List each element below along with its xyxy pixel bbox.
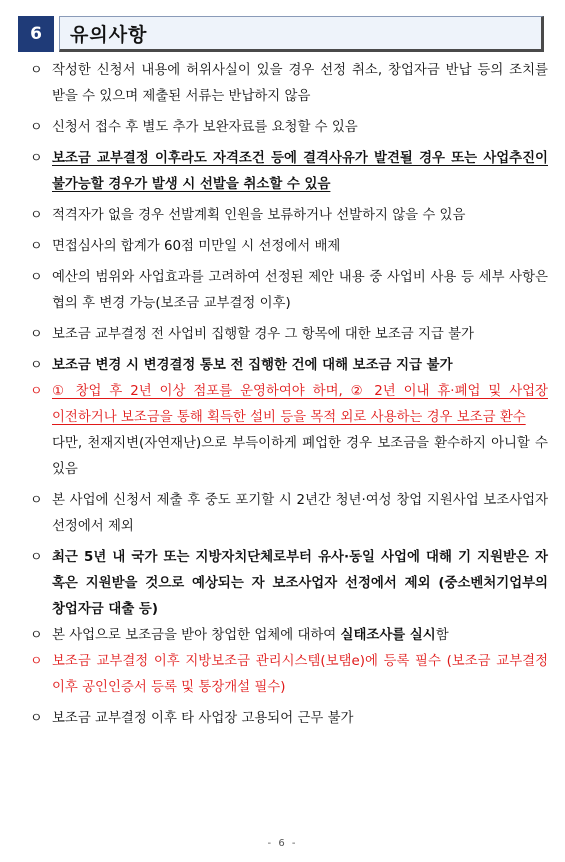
bullet-icon: ㅇ (30, 327, 43, 342)
bullet-icon: ㅇ (30, 654, 43, 669)
list-item (30, 265, 548, 317)
list-item-text: 보조금 교부결정 이후 타 사업장 고용되어 근무 불가 (52, 711, 354, 726)
bullet-icon: ㅇ (30, 239, 43, 254)
bullet-icon: ㅇ (30, 151, 43, 166)
list-item-warning (30, 379, 548, 431)
list-item (30, 706, 548, 732)
list-item-text (52, 623, 548, 649)
list-item-note: 다만, 천재지변(자연재난)으로 부득이하게 폐업한 경우 보조금을 환수하지 아니할 수 있음 (52, 436, 548, 477)
list-item (30, 203, 548, 229)
list-item-text: 면접심사의 합계가 60점 미만일 시 선정에서 배제 (52, 239, 341, 254)
list-item-bold (30, 353, 548, 379)
list-item-text: 적격자가 없을 경우 선발계획 인원을 보류하거나 선발하지 않을 수 있음 (52, 208, 466, 223)
list-item-warning (30, 649, 548, 701)
section-number: 6 (18, 16, 54, 52)
list-item (30, 322, 548, 348)
list-item (30, 115, 548, 141)
bullet-icon: ㅇ (30, 270, 43, 285)
list-item-emphasized (30, 146, 548, 198)
page-number: - 6 - (267, 838, 298, 849)
list-item-text: 보조금 변경 시 변경결정 통보 전 집행한 건에 대해 보조금 지급 불가 (52, 358, 453, 373)
bullet-icon: ㅇ (30, 358, 43, 373)
section-title-box (59, 16, 544, 52)
list-item-text: 예산의 범위와 사업효과를 고려하여 선정된 제안 내용 중 사업비 사용 등 세부 사항은 협의 후 변경 가능(보조금 교부결정 이후) (52, 270, 548, 311)
list-item-text: 본 사업에 신청서 제출 후 중도 포기할 시 2년간 청년·여성 창업 지원사업 보조사업자 선정에서 제외 (52, 493, 548, 534)
list-item-text: 작성한 신청서 내용에 허위사실이 있을 경우 선정 취소, 창업자금 반납 등의 조치를 받을 수 있으며 제출된 서류는 반납하지 않음 (52, 63, 548, 104)
notice-list (30, 58, 548, 732)
bullet-icon: ㅇ (30, 120, 43, 135)
list-item-text-after: 함 (435, 628, 449, 643)
bullet-icon: ㅇ (30, 628, 43, 643)
list-item-text: 보조금 교부결정 이후라도 자격조건 등에 결격사유가 발견될 경우 또는 사업추진이 불가능할 경우가 발생 시 선발을 취소할 수 있음 (52, 151, 548, 192)
list-item-text: 신청서 접수 후 별도 추가 보완자료를 요청할 수 있음 (52, 120, 358, 135)
list-item-text-before: 본 사업으로 보조금을 받아 창업한 업체에 대하여 (52, 628, 341, 643)
bullet-icon: ㅇ (30, 384, 43, 399)
list-item-text-strong: 실태조사를 실시 (340, 628, 436, 643)
bullet-icon: ㅇ (30, 63, 43, 78)
list-item (30, 623, 548, 649)
list-item-text: 최근 5년 내 국가 또는 지방자치단체로부터 유사·동일 사업에 대해 기 지원받은 자 혹은 지원받을 것으로 예상되는 자 보조사업자 선정에서 제외 (중소벤처기업부의 창업자금 대출 등) (52, 550, 548, 617)
list-item-bold (30, 545, 548, 623)
bullet-icon: ㅇ (30, 208, 43, 223)
list-item (30, 234, 548, 260)
list-item-text: ① 창업 후 2년 이상 점포를 운영하여야 하며, ② 2년 이내 휴·폐업 및 사업장 이전하거나 보조금을 통해 획득한 설비 등을 목적 외로 사용하는 경우 보조금 환수 (52, 384, 548, 425)
section-title: 유의사항 (70, 23, 148, 46)
list-item (30, 58, 548, 110)
bullet-icon: ㅇ (30, 550, 43, 565)
bullet-icon: ㅇ (30, 711, 43, 726)
section-header (18, 16, 544, 52)
list-item-text: 보조금 교부결정 이후 지방보조금 관리시스템(보탬e)에 등록 필수 (보조금 교부결정 이후 공인인증서 등록 및 통장개설 필수) (52, 654, 548, 695)
list-item-text: 보조금 교부결정 전 사업비 집행할 경우 그 항목에 대한 보조금 지급 불가 (52, 327, 474, 342)
list-item (30, 488, 548, 540)
bullet-icon: ㅇ (30, 493, 43, 508)
